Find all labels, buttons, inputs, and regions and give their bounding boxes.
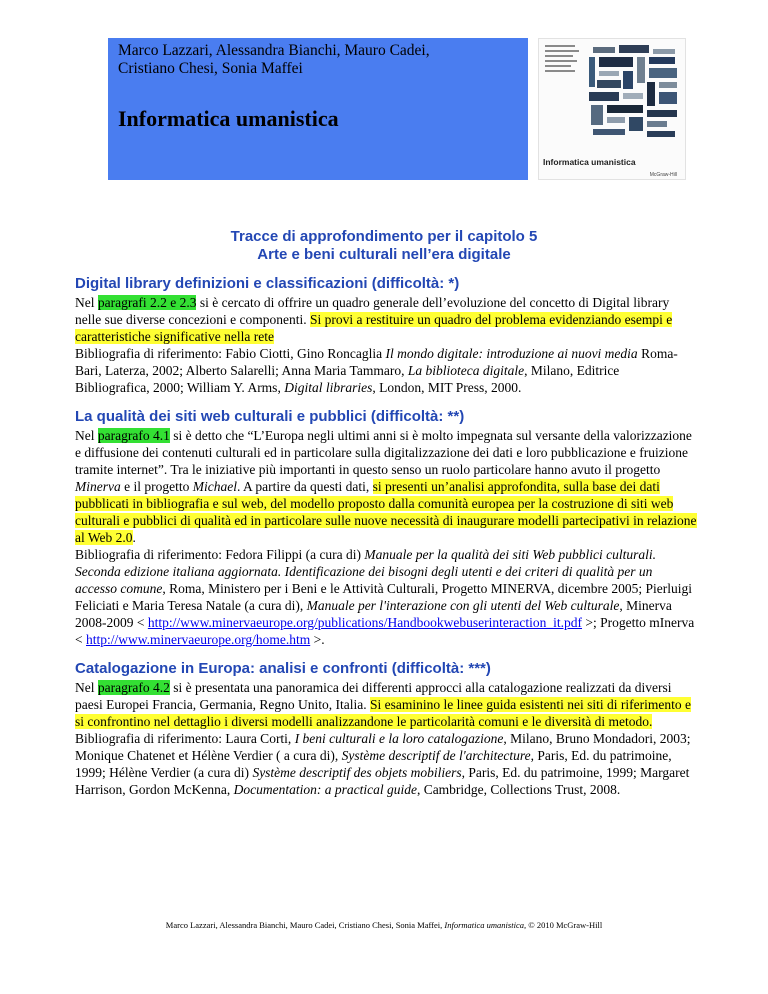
section-digital-library — [75, 274, 697, 396]
text: Nel — [75, 295, 98, 310]
text: e il progetto — [120, 479, 193, 494]
book-title-italic: Il mondo digitale: introduzione ai nuovi media — [385, 346, 638, 361]
text: , Paris, Ed. du patrimoine, 1999; Margaret Harrison, Gordon McKenna, — [75, 765, 690, 797]
cover-title: Informatica umanistica — [543, 157, 636, 167]
section-paragraph — [75, 427, 697, 546]
section-heading: Digital library definizioni e classificazioni (difficoltà: *) — [75, 275, 460, 292]
section-web-quality — [75, 407, 697, 648]
text: , Roma, Ministero per i Beni e le Attività Culturali, Progetto MINERVA, dicembre 2005; Pierluigi Feliciati e Maria Teresa Natale (a cura di), — [75, 581, 692, 613]
text: Bibliografia di riferimento: Fedora Filippi (a cura di) — [75, 547, 365, 562]
text: . — [132, 530, 136, 545]
text: Nel — [75, 680, 98, 695]
section-paragraph — [75, 679, 697, 730]
text: si è detto che “L’Europa negli ultimi anni si è molto impegnata sul versante della valorizzazione e diffusione dei contenuti culturali ed in particolare sulla digitalizzazione dei dati e loro pubblicazione e fruizione tramite internet”. Tra le iniziative più importanti in questo senso un ruolo particolare hanno avuto il progetto — [75, 428, 692, 477]
text: Marco Lazzari, Alessandra Bianchi, Mauro Cadei, Cristiano Chesi, Sonia Maffei, — [165, 920, 445, 930]
chapter-reference: paragrafo 4.1 — [97, 428, 170, 443]
book-title-italic: Documentation: a practical guide — [233, 782, 417, 797]
project-name: Minerva — [75, 479, 121, 494]
text: © 2010 McGraw-Hill — [526, 920, 603, 930]
text: >; Progetto mInerva < — [75, 615, 695, 647]
section-heading: La qualità dei siti web culturali e pubblici (difficoltà: **) — [75, 408, 465, 425]
link-minerva-home[interactable]: http://www.minervaeurope.org/home.htm — [86, 632, 311, 647]
text: >. — [310, 632, 325, 647]
text: , Milano, Bruno Mondadori, 2003; Monique Chatenet et Hélène Verdier ( a cura di), — [75, 731, 691, 763]
cover-authors-lines — [545, 45, 581, 75]
task-highlight: Si provi a restituire un quadro del problema evidenziando esempi e caratteristiche significative nella rete — [75, 312, 673, 344]
book-title-italic: I beni culturali e la loro catalogazione — [294, 731, 504, 746]
track-title-line-2: Arte e beni culturali nell’era digitale — [257, 246, 511, 263]
bibliography — [75, 730, 697, 798]
text: Roma-Bari, Laterza, 2002; Alberto Salarelli; Anna Maria Tammaro, — [75, 346, 678, 378]
text: . A partire da questi dati, — [236, 479, 373, 494]
authors-line-1: Marco Lazzari, Alessandra Bianchi, Mauro Cadei, — [118, 42, 430, 59]
book-title-italic: Informatica umanistica, — [444, 920, 527, 930]
text: , Paris, Ed. du patrimoine, 1999; Hélène Verdier (a cura di) — [75, 748, 672, 780]
main-content — [75, 274, 697, 798]
book-cover-image — [538, 38, 686, 180]
chapter-reference: paragrafi 2.2 e 2.3 — [97, 295, 197, 310]
book-title-italic: Système descriptif des objets mobiliers — [252, 765, 462, 780]
book-title: Informatica umanistica — [118, 106, 339, 131]
book-title-italic: Manuale per l'interazione con gli utenti del Web culturale — [306, 598, 620, 613]
text: si è presentata una panoramica dei differenti approcci alla catalogazione realizzati da diversi paesi Europei Francia, Germania, Regno Unito, Italia. — [75, 680, 672, 712]
page-footer — [0, 920, 768, 930]
book-title-italic: Digital libraries — [284, 380, 373, 395]
text: Bibliografia di riferimento: Laura Corti, — [75, 731, 295, 746]
text: , Minerva 2008-2009 < — [75, 598, 672, 630]
bibliography — [75, 345, 697, 396]
header-banner — [108, 38, 528, 180]
book-title-italic: Système descriptif de l'architecture — [341, 748, 531, 763]
section-cataloguing — [75, 659, 697, 798]
cover-publisher: McGraw-Hill — [649, 172, 677, 178]
book-title-italic: Manuale per la qualità dei siti Web pubblici culturali. Seconda edizione italiana aggiornata. Identificazione dei bisogni degli utenti e dei criteri di qualità per un accesso comune — [75, 547, 657, 596]
text: , London, MIT Press, 2000. — [372, 380, 522, 395]
task-highlight: si presenti un’analisi approfondita, sulla base dei dati pubblicati in bibliografia e sul web, del modello proposto dalla comunità europea per la costruzione di siti web culturali e pubblici di qualità ed in particolare sulle nuove necessità di inaugurare modelli partecipativi in relazione al Web 2.0 — [75, 479, 697, 545]
task-highlight: Si esaminino le linee guida esistenti nei siti di riferimento e si confrontino nel dettaglio i diversi modelli analizzandone le particolarità comuni e le diversità di metodo. — [75, 697, 691, 729]
text: si è cercato di offrire un quadro generale dell’evoluzione del concetto di Digital library nelle sue diverse concezioni e componenti. — [75, 295, 670, 327]
text: , Milano, Editrice Bibliografica, 2000; William Y. Arms, — [75, 363, 620, 395]
chapter-reference: paragrafo 4.2 — [97, 680, 170, 695]
text: Nel — [75, 428, 98, 443]
text: Bibliografia di riferimento: Fabio Ciotti, Gino Roncaglia — [75, 346, 386, 361]
section-paragraph — [75, 294, 697, 345]
project-name: Michael — [192, 479, 237, 494]
authors-line-2: Cristiano Chesi, Sonia Maffei — [118, 60, 303, 77]
bibliography — [75, 546, 697, 648]
track-title-line-1: Tracce di approfondimento per il capitolo 5 — [230, 228, 538, 245]
authors — [118, 42, 518, 78]
cover-word-cloud — [585, 43, 681, 143]
section-heading: Catalogazione in Europa: analisi e confronti (difficoltà: ***) — [75, 660, 491, 677]
link-handbook-pdf[interactable]: http://www.minervaeurope.org/publications/Handbookwebuserinteraction_it.pdf — [147, 615, 583, 630]
text: , Cambridge, Collections Trust, 2008. — [416, 782, 621, 797]
book-title-italic: La biblioteca digitale — [407, 363, 525, 378]
